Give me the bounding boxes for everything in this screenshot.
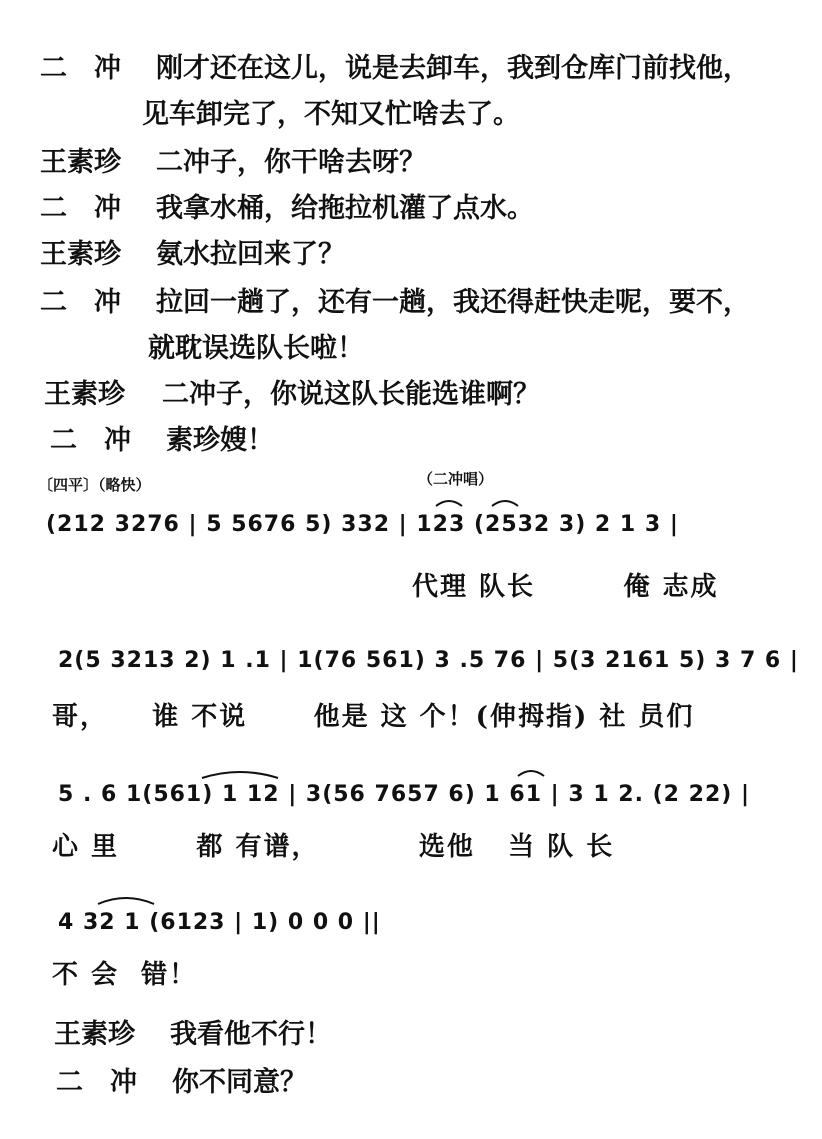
dialogue-text: 我拿水桶，给拖拉机灌了点水。 (156, 193, 534, 224)
tune-label: 〔四平〕（略快） (38, 476, 151, 494)
slur-mark (200, 766, 280, 780)
speaker: 二 冲 (40, 287, 121, 318)
dialogue-text: 氨水拉回来了？ (156, 239, 345, 270)
speaker: 二 冲 (56, 1067, 137, 1098)
dialogue-text: 拉回一趟了，还有一趟，我还得赶快走呢，要不， (156, 287, 750, 318)
slur-mark (516, 766, 546, 778)
dialogue-text: 二冲子，你说这队长能选谁啊？ (162, 379, 540, 410)
notation: 4 32 1 (6123 | 1) 0 0 0 || (58, 910, 381, 935)
speaker: 王素珍 (40, 147, 121, 178)
lyrics: 不 会 错！ (52, 960, 198, 990)
dialogue-text: 我看他不行！ (170, 1019, 332, 1050)
speaker: 王素珍 (40, 239, 121, 270)
speaker: 二 冲 (40, 53, 121, 84)
lyrics: 心 里 都 有谱， 选他 当 队 长 (52, 832, 615, 862)
dialogue-text: 就耽误选队长啦！ (148, 333, 364, 364)
lyrics: 哥， 谁 不说 他是 这 个！(伸拇指) 社 员们 (52, 702, 695, 732)
dialogue-text: 你不同意？ (172, 1067, 307, 1098)
notation: 5 . 6 1(561) 1 12 | 3(56 7657 6) 1 61 | 3 1 2. (2 22) | (58, 782, 751, 807)
speaker: 二 冲 (50, 425, 131, 456)
singer-label: （二冲唱） (418, 470, 494, 488)
dialogue-text: 二冲子，你干啥去呀？ (156, 147, 426, 178)
speaker: 王素珍 (44, 379, 125, 410)
slur-mark (434, 496, 464, 508)
dialogue-text: 素珍嫂！ (166, 425, 274, 456)
speaker: 二 冲 (40, 193, 121, 224)
dialogue-text: 见车卸完了，不知又忙啥去了。 (142, 99, 520, 130)
speaker: 王素珍 (54, 1019, 135, 1050)
slur-mark (96, 892, 156, 906)
slur-mark (490, 496, 520, 508)
lyrics: 代理 队长 俺 志成 (412, 572, 719, 602)
dialogue-text: 刚才还在这儿，说是去卸车，我到仓库门前找他， (156, 53, 750, 84)
notation: (212 3276 | 5 5676 5) 332 | 123 (2532 3) 2 1 3 | (46, 512, 679, 537)
notation: 2(5 3213 2) 1 .1 | 1(76 561) 3 .5 76 | 5(3 2161 5) 3 7 6 | (58, 648, 799, 673)
